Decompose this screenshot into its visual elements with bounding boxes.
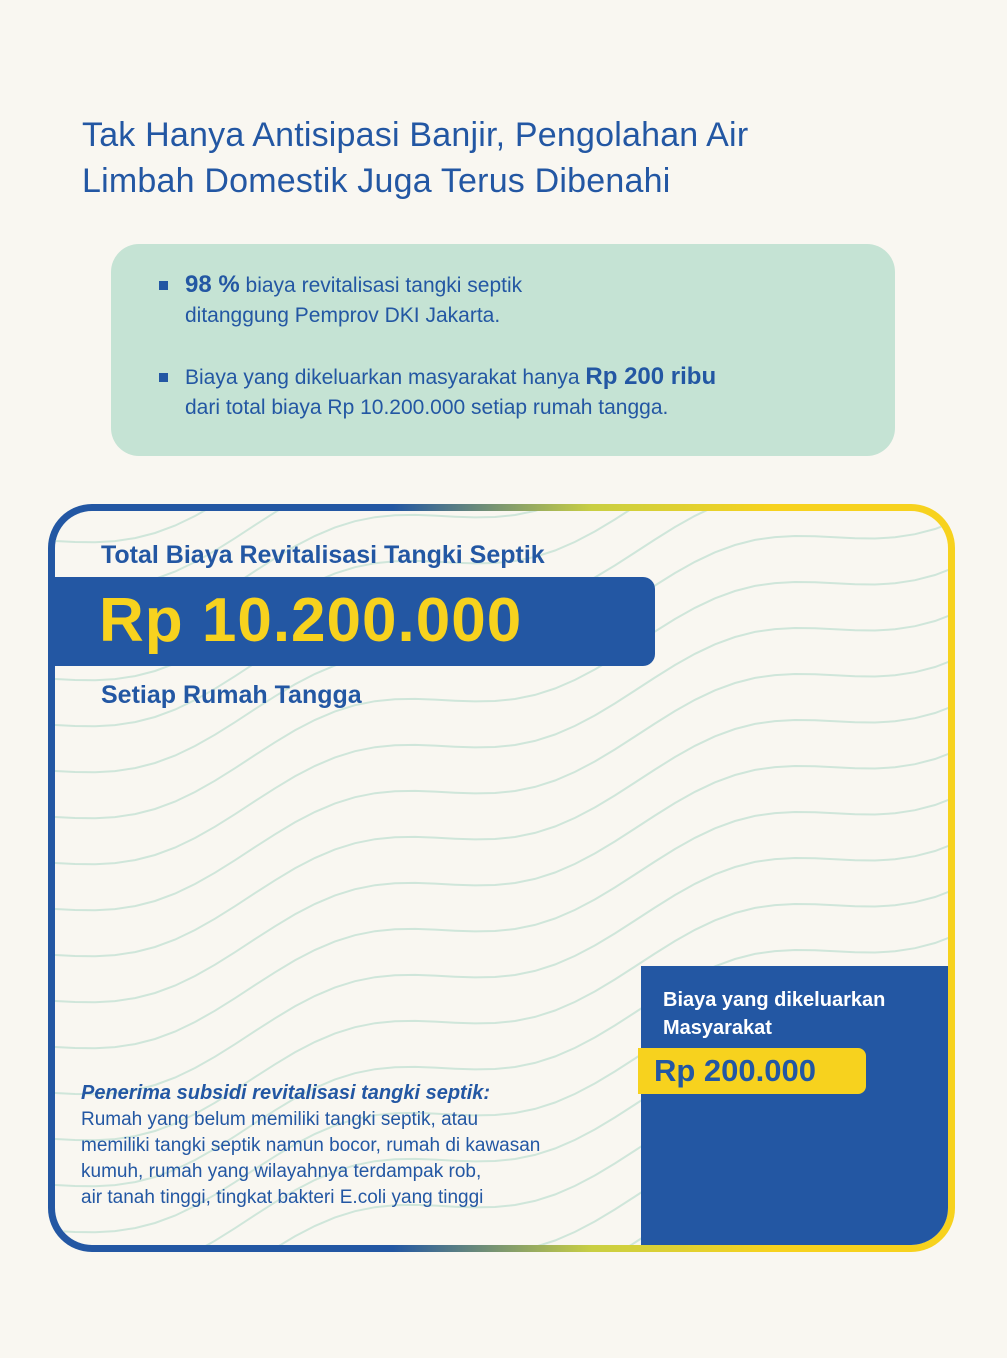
recipient-line: Rumah yang belum memiliki tangki septik, atau [81,1109,479,1130]
bullet-line [185,362,839,393]
total-cost-label: Total Biaya Revitalisasi Tangki Septik [101,541,545,569]
wave-line [55,742,948,1002]
bullet-square-icon [159,281,168,290]
community-label-line: Masyarakat [663,1017,772,1039]
recipient-line: kumuh, rumah yang wilayahnya terdampak rob, [81,1161,482,1182]
recipient-line: memiliki tangki septik namun bocor, rumah di kawasan [81,1135,541,1156]
recipient-line: air tanah tinggi, tingkat bakteri E.coli yang tinggi [81,1187,484,1208]
bullet-text [185,270,839,331]
title-line-2: Limbah Domestik Juga Terus Dibenahi [82,162,671,200]
bullet-text [185,362,839,423]
recipient-title: Penerima subsidi revitalisasi tangki septik: [81,1082,491,1104]
wave-line [55,696,948,956]
summary-bullet-community-cost [159,362,839,423]
bullet-square-icon [159,373,168,382]
bullet-line-rest: biaya revitalisasi tangki septik [239,274,523,297]
recipient-description [81,1107,641,1211]
recipient-criteria [81,1079,641,1211]
community-cost-amount: Rp 200.000 [654,1053,816,1088]
community-cost-panel [641,966,948,1245]
cost-card [55,511,948,1245]
total-cost-banner [55,577,655,666]
cost-card-frame [48,504,955,1252]
bullet-line: ditanggung Pemprov DKI Jakarta. [185,304,501,327]
summary-box [111,244,895,456]
page-title [82,112,932,204]
bullet-line [185,270,839,301]
subsidy-percent: 98 % [185,271,240,298]
community-cost-highlight: Rp 200 ribu [585,363,717,390]
title-line-1: Tak Hanya Antisipasi Banjir, Pengolahan Air [82,116,749,154]
per-household-label: Setiap Rumah Tangga [101,681,362,709]
summary-bullet-subsidy [159,270,839,331]
community-cost-label [663,986,885,1042]
bullet-line: dari total biaya Rp 10.200.000 setiap rumah tangga. [185,396,669,419]
bullet-line-start: Biaya yang dikeluarkan masyarakat hanya [185,366,586,389]
community-cost-badge [638,1048,866,1094]
community-label-line: Biaya yang dikeluarkan [663,989,886,1011]
total-cost-amount: Rp 10.200.000 [99,586,523,655]
